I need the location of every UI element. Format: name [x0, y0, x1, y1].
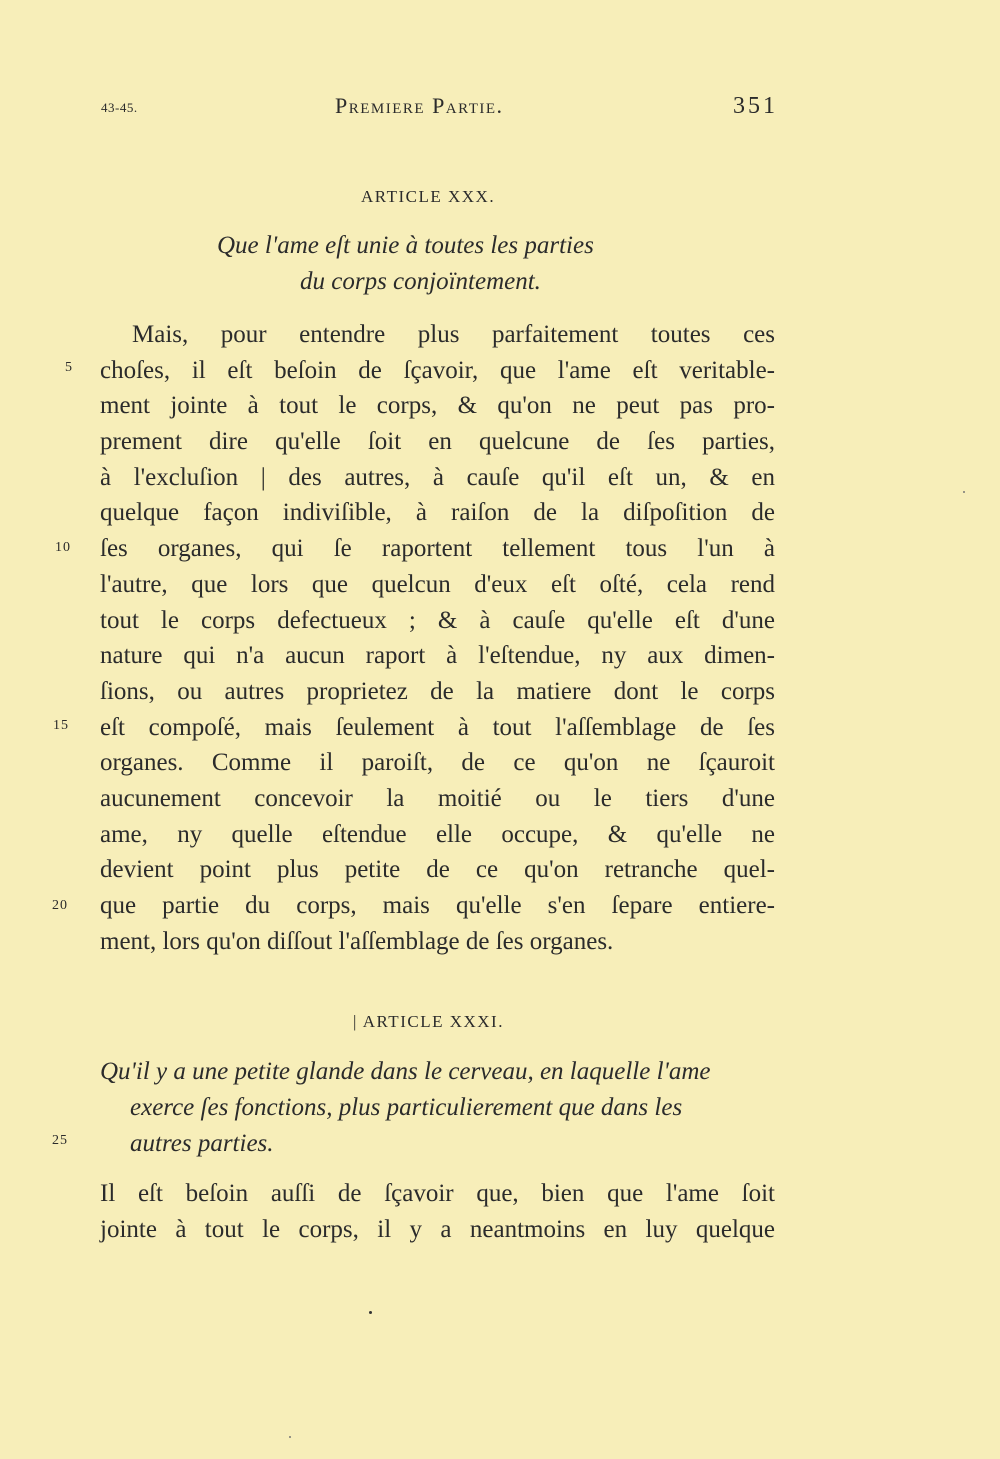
paper-speck [963, 491, 965, 493]
body-line: à l'excluſion | des autres, à cauſe qu'il eſt un, & en [100, 463, 775, 491]
body-line: ſions, ou autres proprietez de la matiere dont le corps [100, 677, 775, 705]
article-30-title-line: Que l'ame eſt unie à toutes les parties [217, 232, 594, 259]
body-line: ment jointe à tout le corps, & qu'on ne peut pas pro- [100, 392, 775, 420]
article-31-heading: | ARTICLE XXXI. [353, 1012, 504, 1031]
line-number: 10 [55, 540, 71, 555]
article-31-title-line: autres parties. [130, 1130, 274, 1157]
body-line: ment, lors qu'on diſſout l'aſſemblage de ſes organes. [100, 927, 614, 955]
body-line: nature qui n'a aucun raport à l'eſtendue, ny aux dimen- [100, 642, 775, 670]
body-line: tout le corps defectueux ; & à cauſe qu'elle eſt d'une [100, 606, 775, 634]
body-line: jointe à tout le corps, il y a neantmoins en luy quelque [100, 1215, 775, 1243]
article-30-title-line: du corps conjoïntement. [300, 268, 541, 295]
article-31-title [100, 1054, 711, 1162]
header-page-number: 351 [733, 93, 778, 119]
body-line: choſes, il eſt beſoin de ſçavoir, que l'ame eſt veritable- [100, 356, 775, 384]
line-number: 20 [52, 898, 68, 913]
body-line: organes. Comme il paroiſt, de ce qu'on ne ſçauroit [100, 749, 775, 777]
line-number: 15 [53, 718, 69, 733]
body-line: ame, ny quelle eſtendue elle occupe, & qu'elle ne [100, 820, 775, 848]
body-line: Il eſt beſoin auſſi de ſçavoir que, bien que l'ame ſoit [100, 1180, 775, 1207]
body-line: que partie du corps, mais qu'elle s'en ſepare entiere- [100, 892, 775, 919]
body-line: aucunement concevoir la moitié ou le tiers d'une [100, 784, 775, 812]
body-line: devient point plus petite de ce qu'on retranche quel- [100, 856, 775, 884]
article-30-body [100, 317, 775, 959]
paper-speck [369, 1311, 372, 1314]
line-number: 25 [52, 1133, 68, 1148]
article-30-title [217, 228, 594, 300]
body-line: prement dire qu'elle ſoit en quelcune de ſes parties, [100, 428, 775, 456]
article-31-title-line: exerce ſes fonctions, plus particulierement que dans les [130, 1094, 683, 1121]
body-line: ſes organes, qui ſe raportent tellement tous l'un à [100, 535, 775, 563]
body-line: l'autre, que lors que quelcun d'eux eſt oſté, cela rend [100, 570, 775, 598]
article-31-title-line: Qu'il y a une petite glande dans le cerveau, en laquelle l'ame [100, 1058, 711, 1085]
article-31-body [100, 1176, 775, 1247]
header-running-title: Premiere Partie. [335, 93, 504, 118]
paper-speck [289, 1436, 291, 1438]
header-section-range: 43-45. [101, 100, 138, 115]
line-number: 5 [65, 360, 73, 375]
body-line: quelque façon indiviſible, à raiſon de la diſpoſition de [100, 499, 775, 527]
body-line: eſt compoſé, mais ſeulement à tout l'aſſemblage de ſes [100, 713, 775, 741]
article-30-heading: ARTICLE XXX. [361, 187, 496, 206]
body-line: Mais, pour entendre plus parfaitement toutes ces [132, 321, 775, 348]
